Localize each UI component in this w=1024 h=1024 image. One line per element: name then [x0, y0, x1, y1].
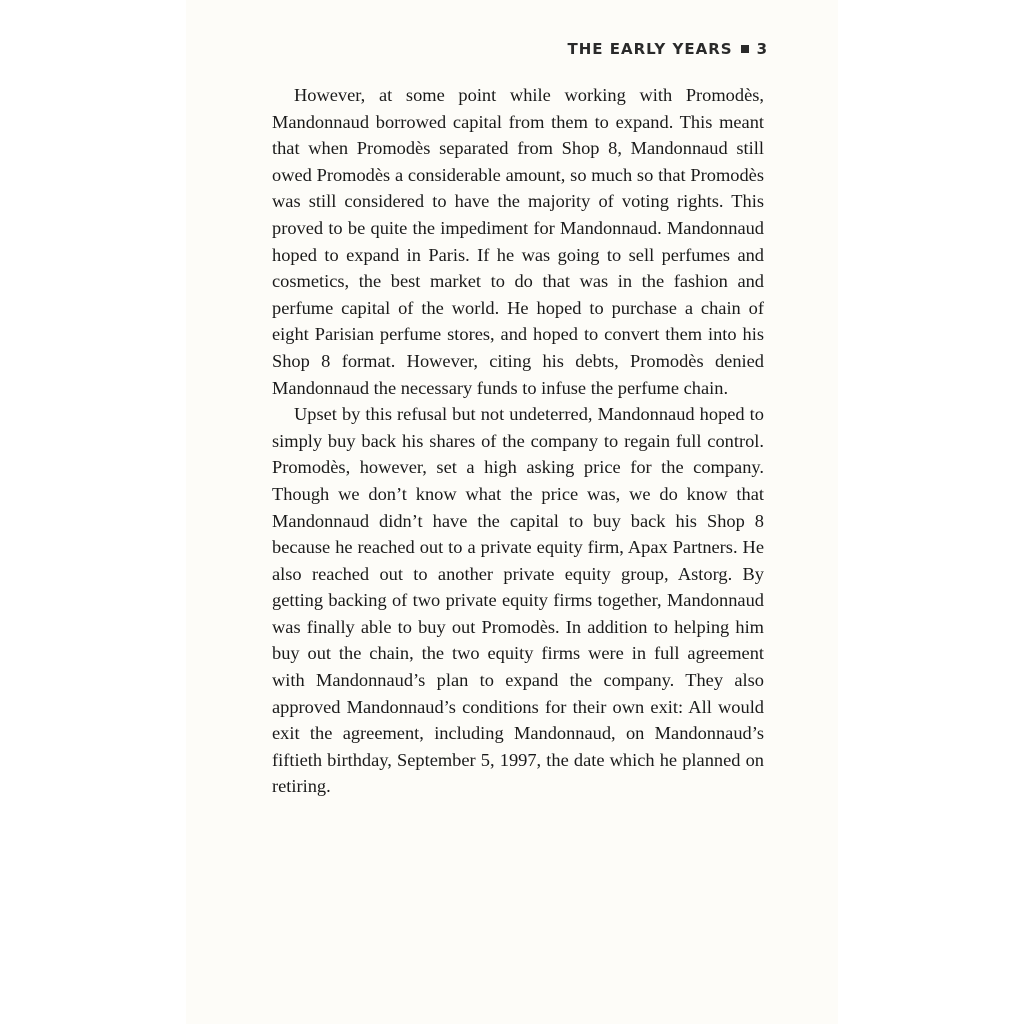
- paragraph-2: Upset by this refusal but not undeterred, Mandonnaud hoped to simply buy back his shares of the company to regain full control. Promodès, however, set a high asking price for the company. Though we don’t know what the price was, we do know that Mandonnaud didn’t have the capital to buy back his Shop 8 because he reached out to a private equity firm, Apax Partners. He also reached out to another private equity group, Astorg. By getting backing of two private equity firms together, Mandonnaud was finally able to buy out Promodès. In addition to helping him buy out the chain, the two equity firms were in full agreement with Mandonnaud’s plan to expand the company. They also approved Mandonnaud’s conditions for their own exit: All would exit the agreement, including Mandonnaud, on Mandonnaud’s fiftieth birthday, September 5, 1997, the date which he planned on retiring.: [272, 404, 764, 797]
- running-head: [568, 40, 768, 58]
- square-bullet-icon: [741, 45, 749, 53]
- body-text: [272, 82, 764, 800]
- paragraph-1: However, at some point while working with Promodès, Mandonnaud borrowed capital from them to expand. This meant that when Promodès separated from Shop 8, Mandonnaud still owed Promodès a considerable amount, so much so that Promodès was still considered to have the majority of voting rights. This proved to be quite the impediment for Mandonnaud. Mandonnaud hoped to expand in Paris. If he was going to sell perfumes and cosmetics, the best market to do that was in the fashion and perfume capital of the world. He hoped to purchase a chain of eight Parisian perfume stores, and hoped to convert them into his Shop 8 format. However, citing his debts, Promodès denied Mandonnaud the necessary funds to infuse the perfume chain.: [272, 85, 764, 398]
- book-page: [186, 0, 838, 1024]
- page-number: 3: [756, 40, 768, 58]
- running-title: THE EARLY YEARS: [567, 40, 733, 58]
